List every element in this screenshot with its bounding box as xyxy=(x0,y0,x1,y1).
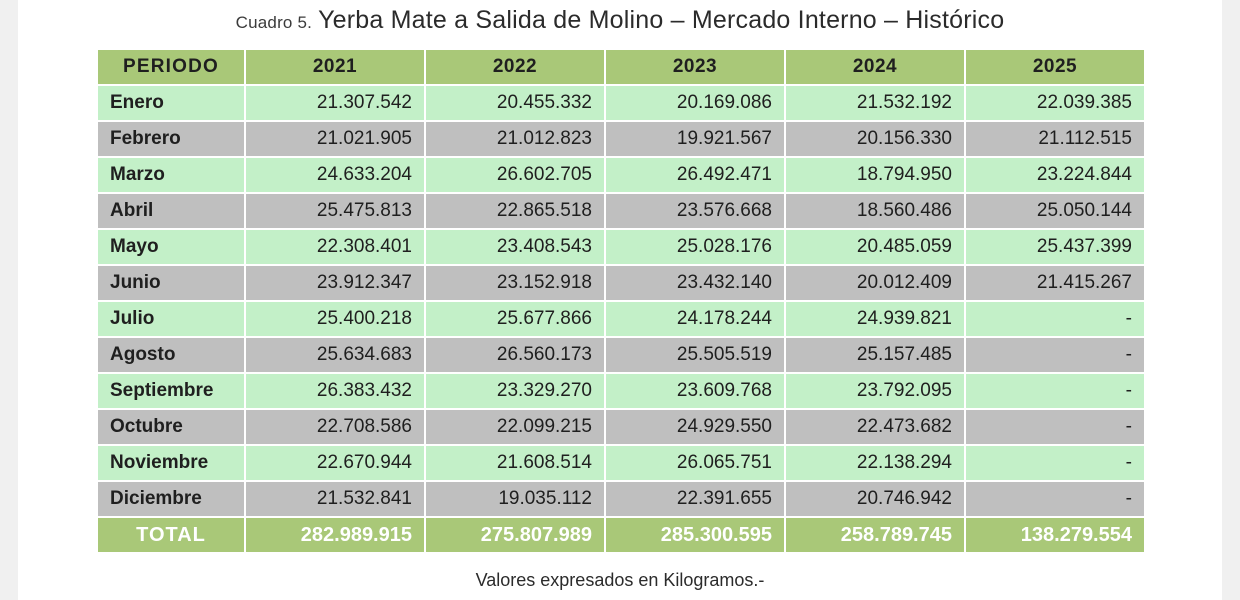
table-number-label: Cuadro 5. xyxy=(235,13,313,32)
cell-2023: 23.432.140 xyxy=(606,266,784,300)
table-header-row xyxy=(98,50,1144,84)
row-label: Diciembre xyxy=(98,482,244,516)
table-row xyxy=(98,446,1144,480)
cell-2024: 24.939.821 xyxy=(786,302,964,336)
table-total-row xyxy=(98,518,1144,552)
data-table xyxy=(96,48,1146,554)
column-header-2023: 2023 xyxy=(606,50,784,84)
cell-2025: 21.112.515 xyxy=(966,122,1144,156)
cell-2023: 24.178.244 xyxy=(606,302,784,336)
cell-2021: 25.475.813 xyxy=(246,194,424,228)
row-label: Mayo xyxy=(98,230,244,264)
row-label: Agosto xyxy=(98,338,244,372)
cell-2022: 22.099.215 xyxy=(426,410,604,444)
cell-2025: - xyxy=(966,410,1144,444)
cell-2025: - xyxy=(966,446,1144,480)
row-label: Enero xyxy=(98,86,244,120)
cell-2022: 23.329.270 xyxy=(426,374,604,408)
table-footnote: Valores expresados en Kilogramos.- xyxy=(475,570,765,590)
table-row xyxy=(98,194,1144,228)
total-2023: 285.300.595 xyxy=(606,518,784,552)
total-2025: 138.279.554 xyxy=(966,518,1144,552)
cell-2021: 25.400.218 xyxy=(246,302,424,336)
cell-2022: 19.035.112 xyxy=(426,482,604,516)
cell-2022: 26.560.173 xyxy=(426,338,604,372)
cell-2023: 24.929.550 xyxy=(606,410,784,444)
cell-2022: 25.677.866 xyxy=(426,302,604,336)
page-gutter-left xyxy=(0,0,18,600)
table-row xyxy=(98,230,1144,264)
table-body xyxy=(98,86,1144,552)
column-header-2024: 2024 xyxy=(786,50,964,84)
cell-2022: 22.865.518 xyxy=(426,194,604,228)
row-label: Febrero xyxy=(98,122,244,156)
cell-2025: 22.039.385 xyxy=(966,86,1144,120)
cell-2023: 22.391.655 xyxy=(606,482,784,516)
cell-2025: - xyxy=(966,374,1144,408)
cell-2021: 22.670.944 xyxy=(246,446,424,480)
cell-2023: 20.169.086 xyxy=(606,86,784,120)
cell-2022: 21.012.823 xyxy=(426,122,604,156)
column-header-2025: 2025 xyxy=(966,50,1144,84)
table-row xyxy=(98,482,1144,516)
cell-2022: 23.152.918 xyxy=(426,266,604,300)
table-row xyxy=(98,86,1144,120)
table-row xyxy=(98,266,1144,300)
cell-2021: 25.634.683 xyxy=(246,338,424,372)
cell-2023: 26.065.751 xyxy=(606,446,784,480)
cell-2025: 23.224.844 xyxy=(966,158,1144,192)
row-label: Marzo xyxy=(98,158,244,192)
cell-2021: 22.308.401 xyxy=(246,230,424,264)
cell-2023: 26.492.471 xyxy=(606,158,784,192)
total-2021: 282.989.915 xyxy=(246,518,424,552)
table-row xyxy=(98,338,1144,372)
cell-2025: - xyxy=(966,338,1144,372)
cell-2025: 25.437.399 xyxy=(966,230,1144,264)
row-label: Noviembre xyxy=(98,446,244,480)
cell-2024: 25.157.485 xyxy=(786,338,964,372)
cell-2024: 20.746.942 xyxy=(786,482,964,516)
table-title-label: Yerba Mate a Salida de Molino – Mercado Interno – Histórico xyxy=(318,6,1005,34)
cell-2022: 26.602.705 xyxy=(426,158,604,192)
cell-2024: 18.560.486 xyxy=(786,194,964,228)
page-gutter-right xyxy=(1222,0,1240,600)
row-label: Septiembre xyxy=(98,374,244,408)
column-header-2022: 2022 xyxy=(426,50,604,84)
table-row xyxy=(98,374,1144,408)
cell-2023: 19.921.567 xyxy=(606,122,784,156)
row-label-total: TOTAL xyxy=(98,518,244,552)
cell-2021: 24.633.204 xyxy=(246,158,424,192)
cell-2025: 21.415.267 xyxy=(966,266,1144,300)
column-header-2021: 2021 xyxy=(246,50,424,84)
cell-2024: 20.156.330 xyxy=(786,122,964,156)
cell-2024: 20.485.059 xyxy=(786,230,964,264)
cell-2025: - xyxy=(966,302,1144,336)
total-2022: 275.807.989 xyxy=(426,518,604,552)
cell-2023: 25.028.176 xyxy=(606,230,784,264)
cell-2022: 21.608.514 xyxy=(426,446,604,480)
cell-2023: 25.505.519 xyxy=(606,338,784,372)
cell-2022: 23.408.543 xyxy=(426,230,604,264)
total-2024: 258.789.745 xyxy=(786,518,964,552)
cell-2023: 23.576.668 xyxy=(606,194,784,228)
table-row xyxy=(98,158,1144,192)
cell-2021: 23.912.347 xyxy=(246,266,424,300)
row-label: Octubre xyxy=(98,410,244,444)
cell-2023: 23.609.768 xyxy=(606,374,784,408)
cell-2021: 26.383.432 xyxy=(246,374,424,408)
cell-2021: 22.708.586 xyxy=(246,410,424,444)
cell-2021: 21.532.841 xyxy=(246,482,424,516)
cell-2024: 23.792.095 xyxy=(786,374,964,408)
cell-2024: 18.794.950 xyxy=(786,158,964,192)
table-header xyxy=(98,50,1144,84)
row-label: Julio xyxy=(98,302,244,336)
cell-2024: 22.473.682 xyxy=(786,410,964,444)
table-row xyxy=(98,122,1144,156)
cell-2025: 25.050.144 xyxy=(966,194,1144,228)
cell-2021: 21.307.542 xyxy=(246,86,424,120)
cell-2024: 22.138.294 xyxy=(786,446,964,480)
cell-2021: 21.021.905 xyxy=(246,122,424,156)
page-title xyxy=(0,6,1240,35)
column-header-periodo: PERIODO xyxy=(98,50,244,84)
cell-2022: 20.455.332 xyxy=(426,86,604,120)
table-row xyxy=(98,410,1144,444)
cell-2024: 20.012.409 xyxy=(786,266,964,300)
row-label: Abril xyxy=(98,194,244,228)
table-row xyxy=(98,302,1144,336)
row-label: Junio xyxy=(98,266,244,300)
cell-2025: - xyxy=(966,482,1144,516)
cell-2024: 21.532.192 xyxy=(786,86,964,120)
